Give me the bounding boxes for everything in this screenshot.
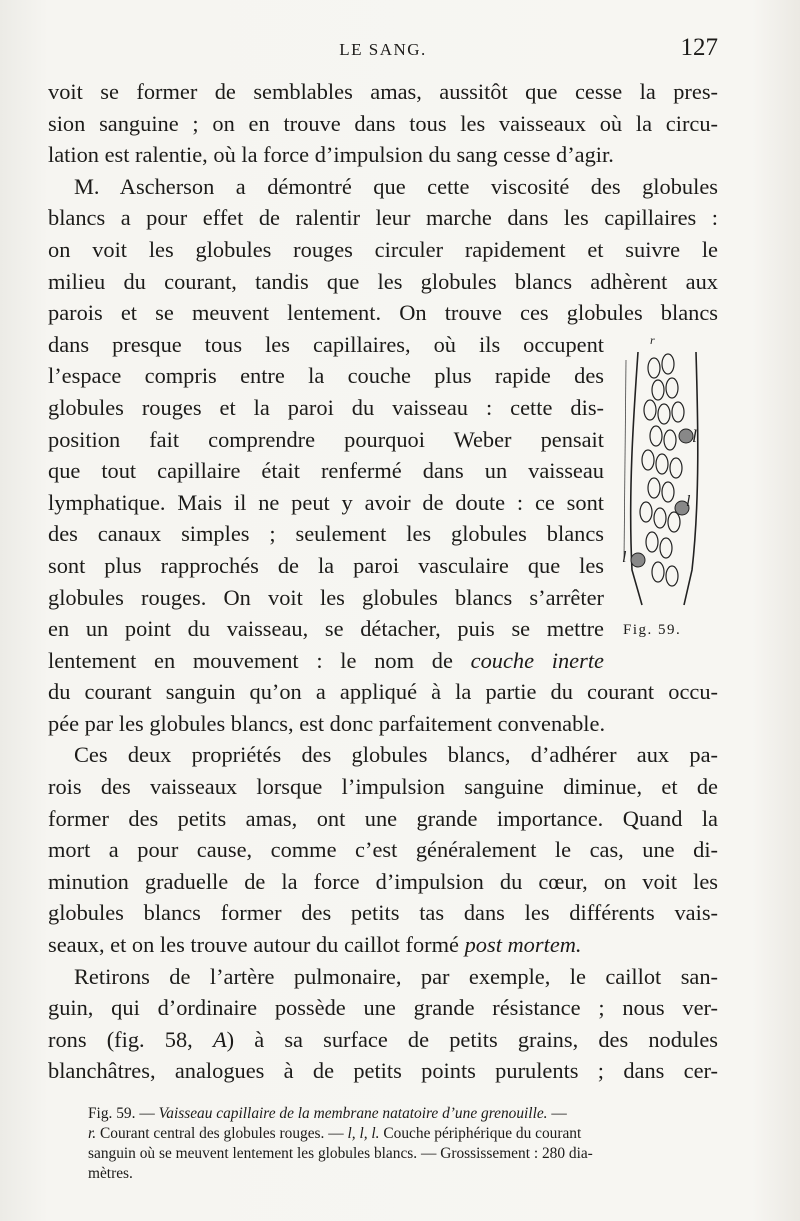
legend-line [88, 1124, 724, 1144]
text-line: des canaux simples ; seulement les globules blancs [48, 521, 604, 547]
legend-line: Fig. 59. — Vaisseau capillaire de la membrane natatoire d’une grenouille. — [88, 1105, 567, 1122]
outer-line-left [624, 360, 626, 560]
text-line: voit se former de semblables amas, aussitôt que cesse la pres- [48, 79, 718, 104]
figure-59 [612, 330, 722, 660]
text-span: seaux, et on les trouve autour du caillot formé [48, 932, 465, 958]
text-line: former des petits amas, ont une grande importance. Quand la [48, 805, 718, 831]
text-line: globules blancs former des petits tas dans les différents vais- [48, 900, 718, 926]
text-line: que tout capillaire était renfermé dans un vaisseau [48, 458, 604, 484]
legend-key: r. [88, 1125, 97, 1142]
text-line: Retirons de l’artère pulmonaire, par exemple, le caillot san- [74, 963, 718, 989]
text-line: M. Ascherson a démontré que cette viscosité des globules [74, 173, 718, 199]
figure-legend [88, 1104, 724, 1184]
white-globules [631, 429, 693, 567]
text-line: lymphatique. Mais il ne peut y avoir de doute : ce sont [48, 489, 604, 515]
italic-term: post mortem. [464, 932, 582, 958]
text-line: blancs a pour effet de ralentir leur marche dans les capillaires : [48, 205, 718, 231]
legend-text: Couche périphérique du courant [379, 1125, 582, 1142]
text-line: globules rouges. On voit les globules blancs s’arrêter [48, 584, 604, 610]
text-line [48, 1024, 718, 1056]
italic-term: couche inerte [470, 647, 604, 673]
label-l-1: l [692, 426, 698, 446]
text-line: dans presque tous les capillaires, où ils occupent [48, 331, 604, 357]
text-line: minution graduelle de la force d’impulsion du cœur, on voit les [48, 868, 718, 894]
text-line [48, 645, 604, 677]
label-l-2: l [686, 493, 691, 510]
text-line: rois des vaisseaux lorsque l’impulsion sanguine diminue, et de [48, 774, 718, 800]
text-line: on voit les globules rouges circuler rapidement et suivre le [48, 236, 718, 262]
capillary-illustration [612, 330, 722, 620]
text-line: globules rouges et la paroi du vaisseau : cette dis- [48, 394, 604, 420]
legend-label: Fig. 59. [88, 1105, 136, 1122]
legend-title: Vaisseau capillaire de la membrane natatoire d’une grenouille. [158, 1105, 548, 1122]
figure-label: Fig. 59. [623, 622, 682, 638]
vessel-wall-right [684, 352, 698, 605]
legend-text: Courant central des globules rouges. — [96, 1125, 348, 1142]
text-span: rons (fig. 58, [48, 1026, 213, 1052]
page-number: 127 [680, 34, 718, 61]
text-line: sion sanguine ; on en trouve dans tous les vaisseaux où la circu- [48, 110, 718, 136]
text-span: lentement en mouvement : le nom de [48, 647, 471, 673]
running-head: LE SANG. [339, 40, 427, 59]
text-line: lation est ralentie, où la force d’impulsion du sang cesse d’agir. [48, 142, 614, 168]
legend-key: l, l, l. [347, 1125, 380, 1142]
text-line: sont plus rapprochés de la paroi vasculaire que les [48, 552, 604, 578]
label-r: r [650, 333, 655, 347]
text-span: ) à sa surface de petits grains, des nodules [226, 1026, 718, 1052]
text-line [48, 929, 718, 961]
text-line: position fait comprendre pourquoi Weber pensait [48, 426, 604, 452]
legend-line: sanguin où se meuvent lentement les globules blancs. — Grossissement : 280 dia- [88, 1145, 593, 1162]
text-line: du courant sanguin qu’on a appliqué à la partie du courant occu- [48, 679, 718, 705]
italic-term: A [212, 1026, 227, 1052]
text-line: milieu du courant, tandis que les globules blancs adhèrent aux [48, 268, 718, 294]
text-line: parois et se meuvent lentement. On trouve ces globules blancs [48, 300, 718, 326]
label-l-3: l [622, 549, 627, 566]
red-globules [640, 354, 684, 586]
text-line: guin, qui d’ordinaire possède une grande résistance ; nous ver- [48, 995, 718, 1021]
text-line: en un point du vaisseau, se détacher, puis se mettre [48, 616, 604, 642]
text-line: mort a pour cause, comme c’est généralement le cas, une di- [48, 837, 718, 863]
legend-line: mètres. [88, 1165, 133, 1182]
text-line: Ces deux propriétés des globules blancs, d’adhérer aux pa- [74, 742, 718, 768]
text-line: pée par les globules blancs, est donc parfaitement convenable. [48, 710, 606, 736]
page-header [48, 34, 718, 70]
text-line: l’espace compris entre la couche plus rapide des [48, 363, 604, 389]
text-line: blanchâtres, analogues à de petits points purulents ; dans cer- [48, 1058, 718, 1084]
